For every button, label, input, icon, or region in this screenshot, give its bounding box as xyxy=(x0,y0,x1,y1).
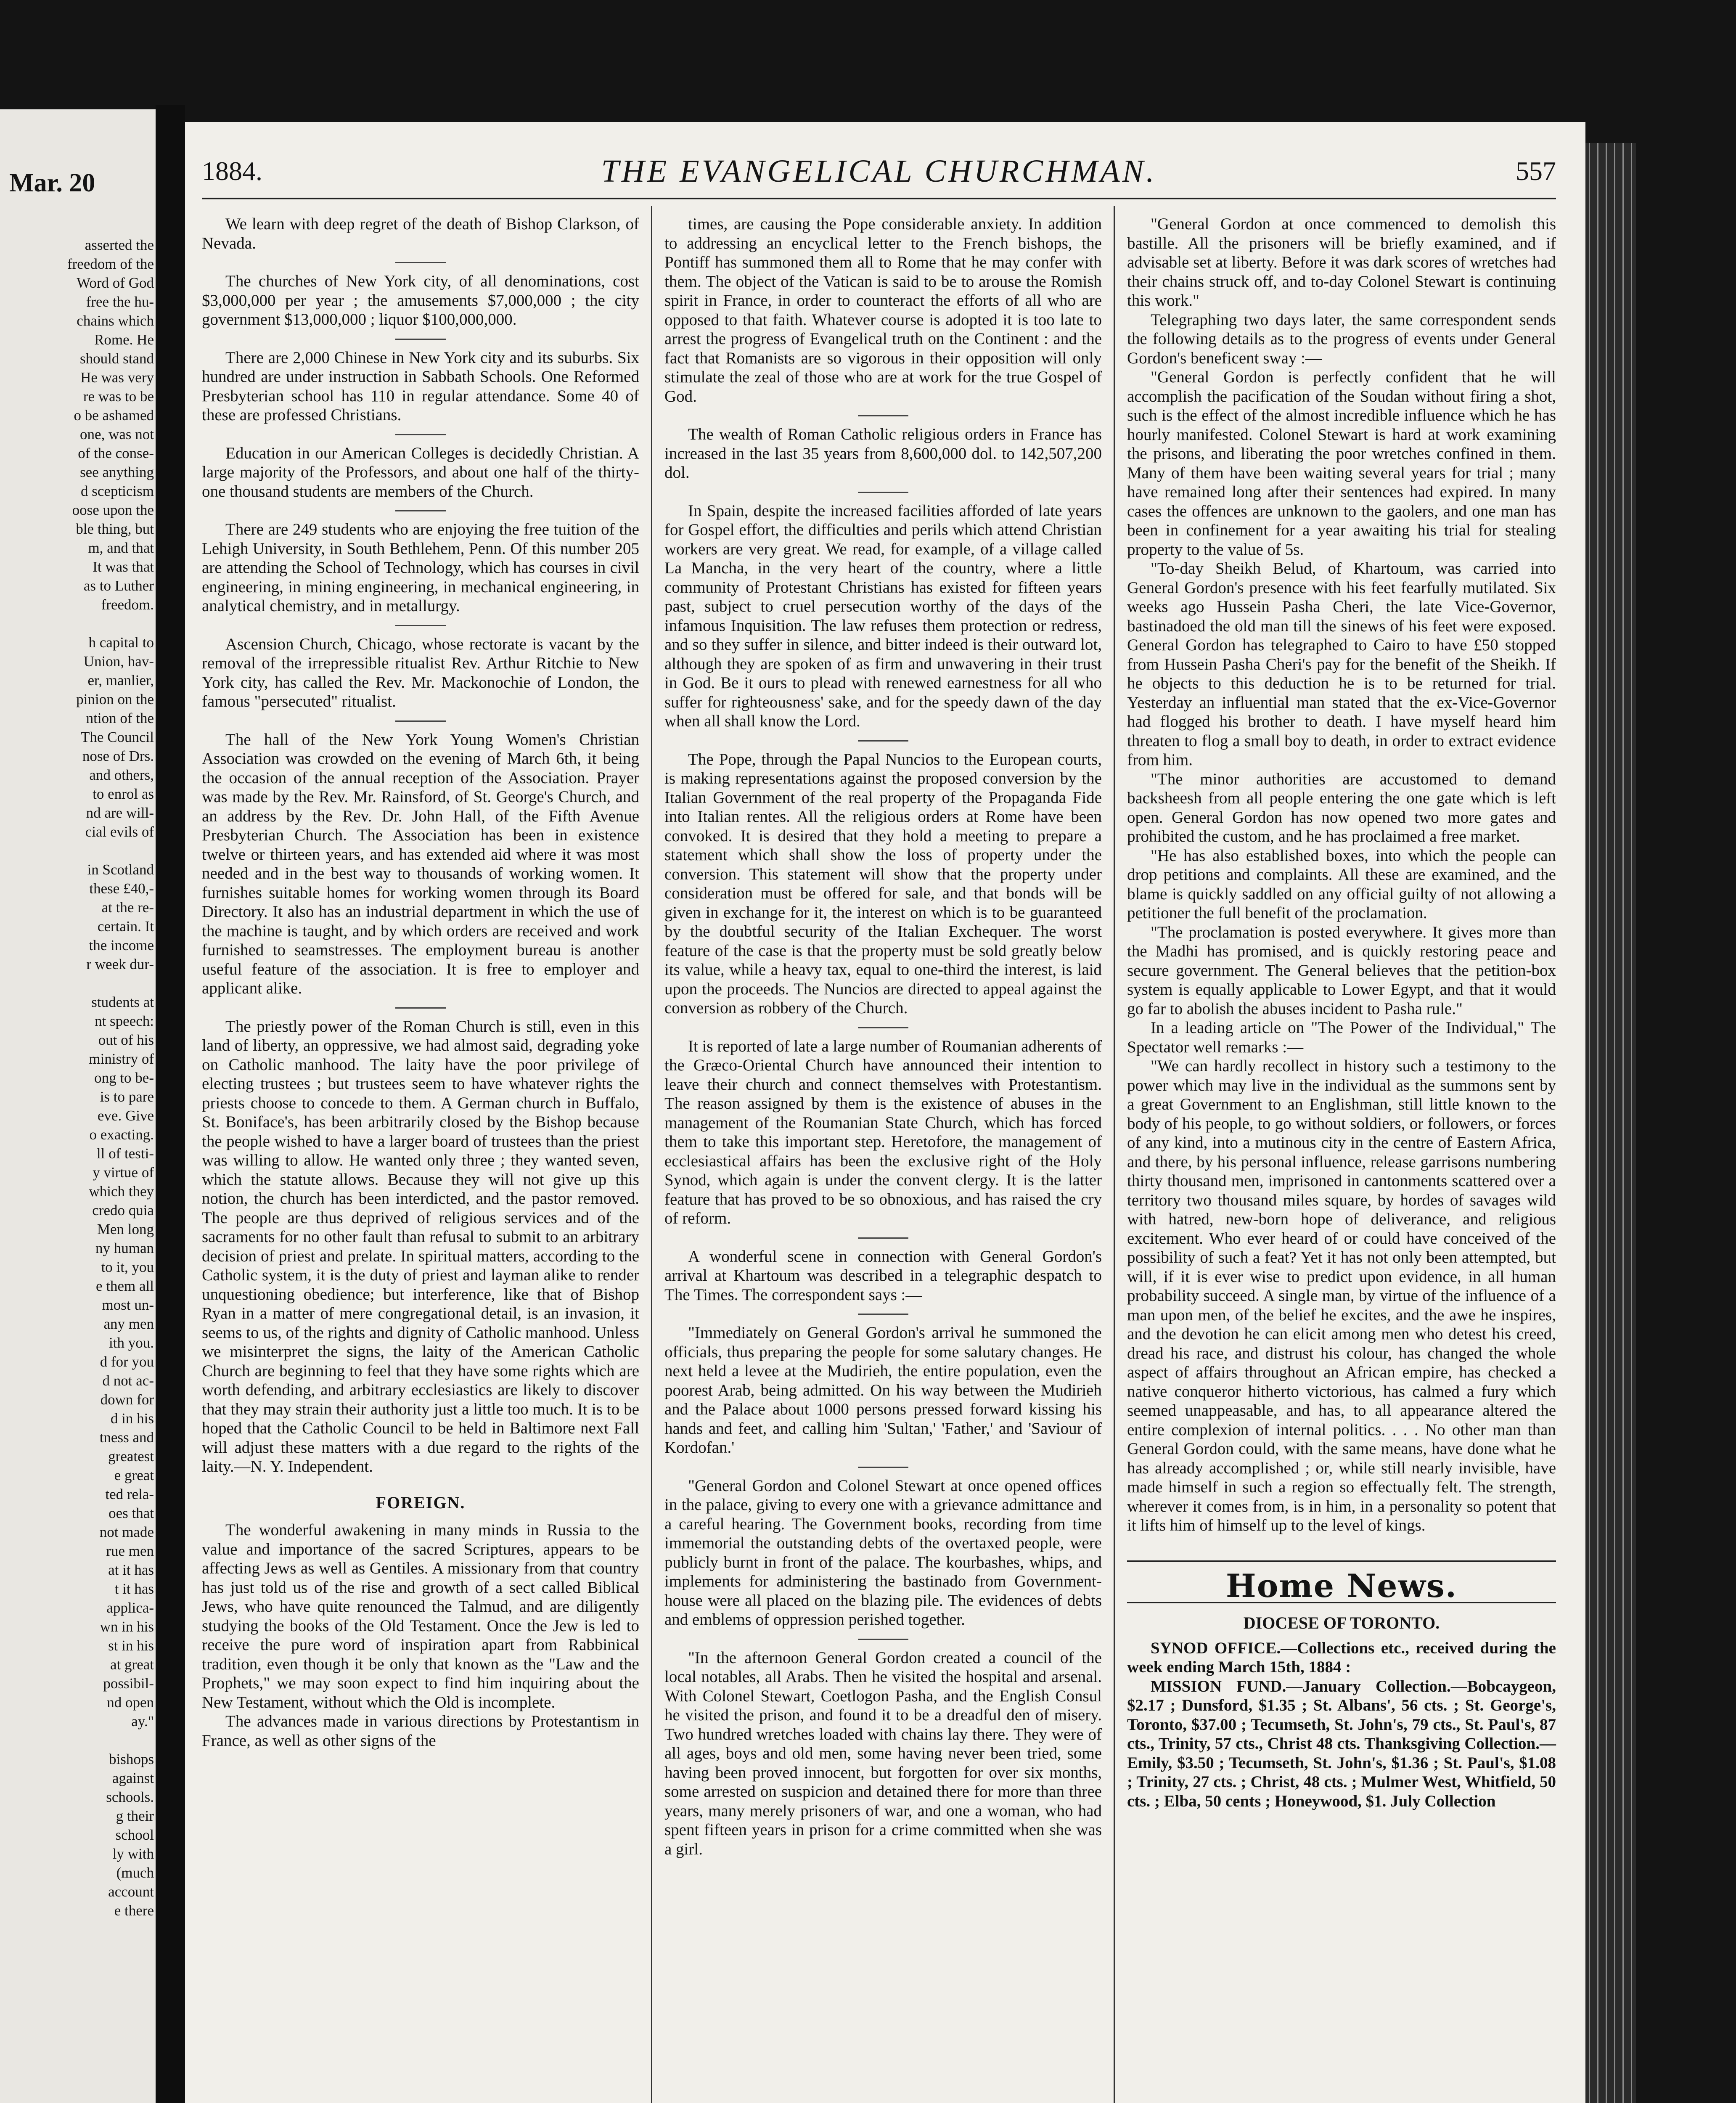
facing-page-line: er, manlier, xyxy=(87,672,154,689)
facing-page-line: not made xyxy=(99,1524,154,1540)
facing-page-line: bishops xyxy=(109,1751,154,1767)
section-separator xyxy=(395,339,446,340)
facing-page-line: d not ac- xyxy=(102,1372,154,1389)
paragraph: "He has also established boxes, into which the people can drop petitions and complaints. All these are examined, and the blame is quickly saddled on any official guilty of not allowing a petitioner the full benefit of the proclamation. xyxy=(1127,846,1556,922)
facing-page-line: re was to be xyxy=(83,388,154,405)
facing-page-line: certain. It xyxy=(97,918,154,935)
facing-page-line: y virtue of xyxy=(93,1164,154,1181)
facing-page-line: in Scotland xyxy=(87,861,154,878)
paragraph: A wonderful scene in connection with General Gordon's arrival at Khartoum was described in a telegraphic despatch to The Times. The correspondent says :— xyxy=(664,1247,1102,1304)
facing-page-line: ly with xyxy=(112,1846,154,1862)
column-2-paragraphs xyxy=(664,215,1102,1859)
paragraph: The Pope, through the Papal Nuncios to the European courts, is making representations against the proposed conversion by the Italian Government of the real property of the Propaganda Fide into Italian rentes. All the religious orders at Rome have been convoked. It is desired that they hold a meeting to prepare a statement which shall show the loss of property under the conversion. This statement will show that the property under consideration must be offered for sale, and that bonds will be given in exchange for it, the interest on which is to be guaranteed by the doubtful security of the Italian Exchequer. The worst feature of the case is that the property must be sold greatly below its value, while a heavy tax, equal to one-third the interest, is laid upon the proceeds. The Nuncios are directed to appeal against the conversion as robbery of the Church. xyxy=(664,750,1102,1017)
facing-page-line: d for you xyxy=(100,1353,154,1370)
facing-page-line: nd are will- xyxy=(86,805,154,821)
facing-page-line: ll of testi- xyxy=(96,1145,154,1162)
facing-page-line: o exacting. xyxy=(89,1126,154,1143)
facing-page-line: school xyxy=(115,1827,154,1843)
facing-page-line: m, and that xyxy=(88,540,154,556)
facing-page-line: any men xyxy=(103,1316,154,1332)
paragraph: The wealth of Roman Catholic religious orders in France has increased in the last 35 years from 8,600,000 dol. to 142,507,200 dol. xyxy=(664,425,1102,482)
facing-page-line: should stand xyxy=(80,350,154,367)
paragraph: There are 2,000 Chinese in New York city and its suburbs. Six hundred are under instruction in Sabbath Schools. One Reformed Presbyterian school has 110 in regular attendance. Some 40 of these are professed Christians. xyxy=(202,348,639,424)
facing-page-line: one, was not xyxy=(80,426,154,442)
facing-page-line: ny human xyxy=(95,1240,154,1256)
facing-page-line: see anything xyxy=(80,464,154,480)
facing-page-line: ith you. xyxy=(109,1335,154,1351)
section-separator xyxy=(858,1027,908,1028)
section-separator xyxy=(395,720,446,722)
facing-page-line: Men long xyxy=(97,1221,154,1237)
newspaper-page xyxy=(185,122,1585,2103)
paragraph: In a leading article on "The Power of the Individual," The Spectator well remarks :— xyxy=(1127,1019,1556,1056)
facing-page-line: It was that xyxy=(93,559,154,575)
facing-page-line: ted rela- xyxy=(105,1486,154,1502)
facing-page xyxy=(0,109,156,2103)
facing-page-line: is to pare xyxy=(100,1089,154,1105)
facing-page-line: ministry of xyxy=(89,1051,154,1067)
facing-page-line: rue men xyxy=(106,1543,154,1559)
facing-page-line xyxy=(3,841,154,860)
book-gutter xyxy=(156,105,185,2103)
facing-page-line: tness and xyxy=(99,1429,154,1446)
paragraph: Ascension Church, Chicago, whose rectorate is vacant by the removal of the irrepressible ritualist Rev. Arthur Ritchie to New York city, has called the Rev. Mr. Mackonochie of London, the famous "persecuted" ritualist. xyxy=(202,635,639,710)
section-separator xyxy=(395,510,446,511)
facing-page-line: Rome. He xyxy=(94,331,154,348)
facing-page-line: students at xyxy=(91,994,154,1010)
facing-page-line: ay." xyxy=(131,1713,154,1730)
paragraph: "General Gordon at once commenced to demolish this bastille. All the prisoners will be briefly examined, and if advisable set at liberty. Before it was dark scores of wretches had their chains struck off, and to-day Colonel Stewart is continuing this work." xyxy=(1127,215,1556,310)
header-rule xyxy=(202,198,1556,199)
facing-page-line: out of his xyxy=(98,1032,154,1048)
column-1 xyxy=(202,215,639,1750)
facing-page-line: freedom of the xyxy=(67,256,154,272)
facing-page-line: to it, you xyxy=(101,1259,154,1275)
paragraph: Education in our American Colleges is decidedly Christian. A large majority of the Professors, and about one half of the thirty-one thousand students are members of the Church. xyxy=(202,444,639,501)
paragraph: "The minor authorities are accustomed to demand backsheesh from all people entering the one gate which is left open. General Gordon has now opened two more gates and prohibited the custom, and he has proclaimed a free market. xyxy=(1127,770,1556,845)
paragraph: There are 249 students who are enjoying the free tuition of the Lehigh University, in South Bethlehem, Penn. Of this number 205 are attending the School of Technology, which has courses in civil engineering, in mining engineering, in mechanical engineering, in analytical chemistry, and in metallurgy. xyxy=(202,520,639,615)
column-rule xyxy=(1114,206,1115,2103)
facing-page-line: oose upon the xyxy=(72,502,154,518)
column-1-paragraphs xyxy=(202,215,639,1476)
facing-page-line xyxy=(3,614,154,633)
facing-page-line: possibil- xyxy=(103,1675,154,1692)
facing-page-line: t it has xyxy=(114,1581,154,1597)
foreign-paragraphs xyxy=(202,1520,639,1750)
facing-page-line: most un- xyxy=(102,1297,154,1313)
facing-page-line: ntion of the xyxy=(86,710,154,726)
paragraph: The wonderful awakening in many minds in Russia to the value and importance of the sacred Scriptures, appears to be affecting Jews as well as Gentiles. A missionary from that country has just told us of the rise and growth of a sect called Biblical Jews, who have quite renounced the Talmud, and are diligently studying the books of the Old Testament. Once the Jew is led to receive the pure word of inspiration apart from Rabbinical tradition, even though it be only that known as the "Law and the Prophets," we may soon expect to find him inquiring about the New Testament, without which the Old is incomplete. xyxy=(202,1521,639,1711)
section-separator xyxy=(395,1007,446,1009)
section-separator xyxy=(858,1639,908,1640)
facing-page-line: nt speech: xyxy=(95,1013,154,1029)
page-edge xyxy=(1585,143,1636,2103)
facing-page-line: at the re- xyxy=(101,899,154,916)
facing-page-line: cial evils of xyxy=(85,824,154,840)
home-news-banner xyxy=(1127,1560,1556,1604)
running-header xyxy=(202,147,1556,198)
section-separator xyxy=(395,262,446,263)
facing-page-line: h capital to xyxy=(88,634,154,651)
facing-page-line: oes that xyxy=(108,1505,154,1521)
paragraph: "General Gordon is perfectly confident that he will accomplish the pacification of the Soudan without firing a shot, such is the effect of the almost incredible influence which he has hourly manifested. Colonel Stewart is hard at work examining the prisons, and liberating the poor wretches confined in them. Many of them have been waiting several years for trial ; many have remained long after their sentences had expired. In many cases the offences are unknown to the gaolers, and one man has been in confinement for a year awaiting his trial for stealing property to the value of 5s. xyxy=(1127,368,1556,559)
synod-report xyxy=(1127,1639,1556,1811)
facing-page-line: these £40,- xyxy=(89,880,154,897)
section-separator xyxy=(395,625,446,626)
column-3-paragraphs xyxy=(1127,215,1556,1535)
facing-page-line: credo quia xyxy=(92,1202,154,1218)
facing-page-line: d in his xyxy=(110,1410,154,1427)
facing-page-line: The Council xyxy=(81,729,154,745)
facing-page-line: free the hu- xyxy=(86,294,154,310)
facing-page-line: wn in his xyxy=(100,1618,154,1635)
facing-page-line: ong to be- xyxy=(94,1070,154,1086)
paragraph: The priestly power of the Roman Church is still, even in this land of liberty, an oppressive, we had almost said, degrading yoke on Catholic manhood. The laity have the poor privilege of electing trustees ; but trustees seem to have whatever rights the priests choose to concede to them. A German church in Buffalo, St. Boniface's, has been arbitrarily closed by the Bishop because the people wished to have a larger board of trustees than the priest was willing to allow. He wanted only three ; they wanted seven, which the statute allows. Because they will not give up this notion, the church has been interdicted, and the pastor removed. The people are thus deprived of religious services and of the sacraments for no other fault than refusal to submit to an arbitrary decision of priest and prelate. In spiritual matters, according to the Catholic system, it is the duty of priest and layman alike to render unquestioning obedience; but interference, like that of Bishop Ryan in a matter of mere congregational detail, is an invasion, it seems to us, of the rights and dignity of Catholic manhood. Unless we misinterpret the signs, the laity of the American Catholic Church are beginning to feel that they have some rights which are worth defending, and arbitrary ecclesiastics are likely to discover that they may strain their authority just a little too much. It is to be hoped that the Catholic Council to be held in Baltimore next Fall will adjust these matters with a due regard to the rights of the laity.—N. Y. Independent. xyxy=(202,1017,639,1475)
diocese-heading: DIOCESE OF TORONTO. xyxy=(1243,1613,1440,1632)
facing-page-line: pinion on the xyxy=(76,691,154,707)
column-rule xyxy=(651,206,652,2103)
facing-page-line: Word of God xyxy=(77,275,154,291)
paragraph: SYNOD OFFICE.—Collections etc., received during the week ending March 15th, 1884 : xyxy=(1127,1639,1556,1676)
paragraph: Telegraphing two days later, the same correspondent sends the following details as to the progress of events under General Gordon's beneficent sway :— xyxy=(1127,310,1556,367)
facing-page-fragments xyxy=(3,236,154,1920)
column-2 xyxy=(664,215,1102,1859)
facing-page-line: r week dur- xyxy=(86,956,154,972)
home-news-title: Home News. xyxy=(1225,1567,1458,1605)
facing-page-line: greatest xyxy=(108,1448,154,1465)
column-3 xyxy=(1127,215,1556,1811)
facing-page-line: g their xyxy=(116,1808,154,1824)
section-separator xyxy=(858,1467,908,1468)
facing-page-line: d scepticism xyxy=(81,483,154,499)
paragraph: We learn with deep regret of the death of Bishop Clarkson, of Nevada. xyxy=(202,215,639,252)
facing-page-line: which they xyxy=(89,1183,154,1200)
paragraph: "The proclamation is posted everywhere. It gives more than the Madhi has promised, and is quickly restoring peace and secure government. The General believes that the petition-box system is equally applicable to Lower Egypt, and that it would go far to abolish the abuses incident to Pasha rule." xyxy=(1127,923,1556,1018)
facing-page-line: at great xyxy=(110,1656,154,1673)
paragraph: "In the afternoon General Gordon created a council of the local notables, all Arabs. Then he visited the hospital and arsenal. With Colonel Stewart, Coetlogon Pasha, and the English Consul he visited the prison, and found it to be a dreadful den of misery. Two hundred wretches loaded with chains lay there. They were of all ages, boys and old men, some having never been tried, some having been proved innocent, but forgotten for over six months, some arrested on suspicion and detained there for more than three years, many merely prisoners of war, and one a woman, who had spent fifteen years in prison for a crime committed when she was a girl. xyxy=(664,1648,1102,1858)
paragraph: The churches of New York city, of all denominations, cost $3,000,000 per year ; the amusements $7,000,000 ; the city government $13,000,000 ; liquor $100,000,000. xyxy=(202,272,639,328)
paragraph: The advances made in various directions by Protestantism in France, as well as other signs of the xyxy=(202,1712,639,1750)
section-separator xyxy=(858,1237,908,1239)
facing-page-line: st in his xyxy=(108,1637,154,1654)
facing-page-line: e great xyxy=(114,1467,154,1483)
facing-page-line: eve. Give xyxy=(97,1107,154,1124)
foreign-heading: FOREIGN. xyxy=(376,1493,466,1512)
facing-page-line: applica- xyxy=(106,1600,154,1616)
facing-page-line: asserted the xyxy=(85,237,154,253)
facing-page-line: Union, hav- xyxy=(83,653,154,670)
facing-page-line: o be ashamed xyxy=(74,407,154,424)
facing-page-line: nd open xyxy=(107,1694,154,1711)
page-number: 557 xyxy=(1516,156,1556,186)
paragraph: The hall of the New York Young Women's Christian Association was crowded on the evening of March 6th, it being the occasion of the annual reception of the Association. Prayer was made by the Rev. Mr. Rainsford, of St. George's Church, and an address by the Rev. Dr. John Hall, of the Fifth Avenue Presbyterian Church. The Association has been in existence twelve or thirteen years, and has extended aid where it was most needed and in the best way to thousands of working women. It furnishes suitable homes for working women through its Board Directory. It also has an industrial department in which the use of the machine is taught, and by which orders are received and work furnished to seamstresses. The employment bureau is another useful feature of the association. It is free to employer and applicant alike. xyxy=(202,730,639,997)
masthead-title: THE EVANGELICAL CHURCHMAN. xyxy=(601,154,1157,189)
facing-page-line: down for xyxy=(100,1391,154,1408)
facing-page-header: Mar. 20 xyxy=(9,169,95,197)
facing-page-line: as to Luther xyxy=(83,577,154,594)
paragraph: "General Gordon and Colonel Stewart at once opened offices in the palace, giving to every one with a grievance admittance and a careful hearing. The Government books, recording from time immemorial the outstanding debts of the overtaxed people, were publicly burnt in front of the palace. The kourbashes, whips, and implements for administering the bastinado from Government-house were all placed on the blazing pile. The evidences of debts and emblems of oppression perished together. xyxy=(664,1476,1102,1629)
paragraph: In Spain, despite the increased facilities afforded of late years for Gospel effort, the difficulties and perils which attend Christian workers are very great. We read, for example, of a village called La Mancha, in the very heart of the country, where a little community of Protestant Christians has existed for fifteen years past, subject to cruel persecution worthy of the days of the infamous Inquisition. The law refuses them protection or redress, and so they suffer in silence, and bitter indeed is their outward lot, although they are spoken of as firm and unwavering in their trust in God. Be it ours to plead with renewed earnestness for all who suffer for righteousness' sake, and for the speedy dawn of the day when all shall know the Lord. xyxy=(664,501,1102,730)
paragraph: "To-day Sheikh Belud, of Khartoum, was carried into General Gordon's presence with his feet fearfully mutilated. Six weeks ago Hussein Pasha Cheri, the late Vice-Governor, bastinadoed the old man till the sinews of his feet were exposed. General Gordon has telegraphed to Cairo to have £50 stopped from Hussein Pasha Cheri's pay for the benefit of the Sheikh. If he objects to this deduction he is to be returned for trial. Yesterday an influential man stated that the ex-Vice-Governor had flogged his brother to death. I have myself heard him threaten to flog a small boy to death, in order to extract evidence from him. xyxy=(1127,559,1556,769)
facing-page-line: at it has xyxy=(108,1562,154,1578)
facing-page-line xyxy=(3,974,154,993)
paragraph: "We can hardly recollect in history such a testimony to the power which may live in the individual as the summons sent by a great Government to an Englishman, still little known to the body of his people, to go without soldiers, or followers, or forces of any kind, into a mutinous city in the centre of Eastern Africa, and there, by his personal influence, release garrisons numbering thirty thousand men, imprisoned in cantonments scattered over a territory two thousand miles square, by hordes of savages wild with hatred, new-born hope of deliverance, and religious excitement. Who ever heard of or could have conceived of the possibility of such a feat? Yet it has not only been attempted, but will, if it is ever wise to predict upon evidence, in all human probability succeed. A single man, by virtue of the influence of a man upon men, of the belief he excites, and the awe he inspires, and the devotion he can elicit among men who detest his creed, dread his race, and distrust his colour, has changed the whole aspect of affairs throughout an African empire, has checked a native conqueror hitherto victorious, has calmed a fury which seemed unappeasable, and has, to all appearance altered the entire complexion of internal politics. . . . No other man than General Gordon could, with the same means, have done what he has already accomplished ; or, while still nearly invisible, have made himself in such a region so effectually felt. The strength, wherever it comes from, is in him, in a personality so potent that it lifts him of himself up to the level of kings. xyxy=(1127,1057,1556,1534)
facing-page-line: He was very xyxy=(80,369,154,386)
facing-page-line: chains which xyxy=(77,313,154,329)
section-separator xyxy=(858,492,908,493)
facing-page-line: freedom. xyxy=(101,596,154,613)
paragraph: MISSION FUND.—January Collection.—Bobcaygeon, $2.17 ; Dunsford, $1.35 ; St. Albans', 56 cts. ; St. George's, Toronto, $37.00 ; Tecumseth, St. John's, 79 cts., St. Paul's, 87 cts., Trinity, 57 cts., Christ 48 cts. Thanksgiving Collection.—Emily, $3.50 ; Tecumseth, St. John's, $1.36 ; St. Paul's, $1.08 ; Trinity, 27 cts. ; Christ, 48 cts. ; Mulmer West, Whitfield, 50 cts. ; Elba, 50 cents ; Honeywood, $1. July Collection xyxy=(1127,1677,1556,1810)
facing-page-line: e them all xyxy=(95,1278,154,1294)
section-separator xyxy=(858,1314,908,1315)
facing-page-line: and others, xyxy=(89,767,154,783)
facing-page-line: to enrol as xyxy=(93,786,154,802)
section-separator xyxy=(858,740,908,742)
header-year: 1884. xyxy=(202,156,262,186)
facing-page-line xyxy=(3,1731,154,1750)
facing-page-line: schools. xyxy=(106,1789,154,1805)
facing-page-line: (much xyxy=(116,1865,154,1881)
section-separator xyxy=(858,415,908,416)
facing-page-line: e there xyxy=(114,1902,154,1919)
section-separator xyxy=(395,434,446,435)
facing-page-line: ble thing, but xyxy=(76,521,154,537)
facing-page-line: of the conse- xyxy=(78,445,154,461)
paragraph: times, are causing the Pope considerable anxiety. In addition to addressing an encyclical letter to the French bishops, the Pontiff has summoned them all to Rome that he may confer with them. The object of the Vatican is said to be to arouse the Romish spirit in France, in order to counteract the efforts of all who are opposed to that faith. Whatever course is adopted it is too late to arrest the progress of Evangelical truth on the Continent : and the fact that Romanists are so vigorous in their opposition will only stimulate the zeal of those who are at work for the true Gospel of God. xyxy=(664,215,1102,405)
facing-page-line: the income xyxy=(89,937,154,954)
paragraph: "Immediately on General Gordon's arrival he summoned the officials, thus preparing the people for some salutary changes. He next held a levee at the Mudirieh, the entire population, even the poorest Arab, being admitted. On his way between the Mudirieh and the Palace about 1000 persons pressed forward kissing his hands and feet, and calling him 'Sultan,' 'Father,' and 'Saviour of Kordofan.' xyxy=(664,1324,1102,1457)
paragraph: It is reported of late a large number of Roumanian adherents of the Græco-Oriental Church have announced their intention to leave their church and connect themselves with Protestantism. The reason assigned by them is the existence of abuses in the management of the Roumanian State Church, which has forced them to take this important step. Heretofore, the management of ecclesiastical affairs has been the exclusive right of the Holy Synod, which again is under the convent clergy. It is the latter feature that has proved to be so obnoxious, and has raised the cry of reform. xyxy=(664,1037,1102,1227)
facing-page-line: against xyxy=(112,1770,154,1786)
facing-page-line: nose of Drs. xyxy=(82,748,154,764)
facing-page-line: account xyxy=(108,1883,154,1900)
